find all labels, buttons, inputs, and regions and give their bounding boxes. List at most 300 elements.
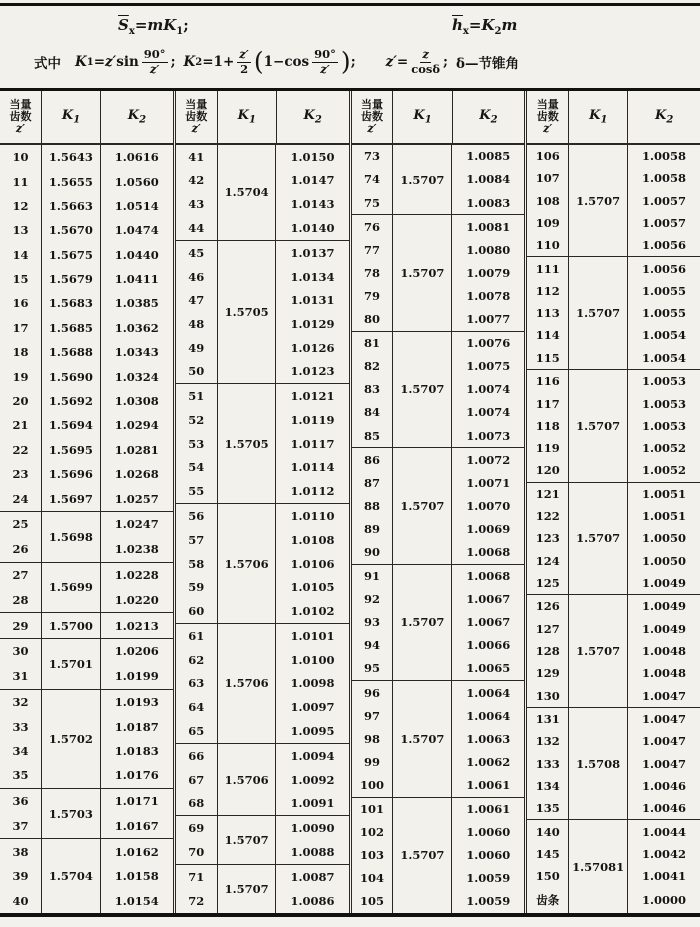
z-cell: 14 (12, 247, 29, 262)
z-cell: 33 (12, 719, 29, 734)
table-row (0, 512, 173, 537)
z-cell: 72 (188, 894, 205, 909)
header-k2-sub: 2 (139, 114, 147, 126)
z-cell: 131 (527, 707, 568, 730)
header-k1 (217, 91, 276, 143)
z-cell: 99 (363, 754, 380, 769)
z-cell: 60 (188, 603, 205, 618)
k2-cell: 1.0147 (290, 173, 335, 188)
z-cell: 26 (12, 542, 29, 557)
header-k2-sub: 2 (490, 114, 498, 126)
header-k1 (41, 91, 100, 143)
k2-cell: 1.0064 (452, 681, 525, 705)
formula-sx-sub2: 1 (176, 26, 184, 37)
k2-cell: 1.0049 (627, 595, 700, 618)
k1-cell: 1.5697 (41, 486, 100, 511)
z-cell: 11 (12, 174, 29, 189)
z-cell: 64 (188, 699, 205, 714)
table-row (0, 486, 173, 511)
k2-cell: 1.0343 (114, 345, 159, 360)
table-row (0, 218, 173, 242)
header-zprime: z′ (543, 122, 553, 136)
k2-cell: 1.0057 (641, 215, 686, 230)
table-row (0, 639, 173, 664)
z-cell: 15 (12, 272, 29, 287)
z-cell: 17 (12, 320, 29, 335)
z-cell: 42 (188, 173, 205, 188)
z-cell: 107 (535, 171, 560, 186)
z-cell: 79 (363, 288, 380, 303)
table-row (0, 788, 173, 813)
semicolon-1: ; (170, 54, 176, 70)
k1-cell: 1.5679 (41, 267, 100, 291)
k2-cell: 1.0281 (114, 442, 159, 457)
z-cell: 48 (188, 316, 205, 331)
k1-sub: 1 (86, 56, 94, 68)
z-cell: 140 (527, 820, 568, 843)
header-zprime: z′ (191, 122, 201, 136)
k2-cell: 1.0053 (641, 418, 686, 433)
header-equivalent-teeth (352, 91, 393, 143)
z-cell: 96 (352, 681, 393, 705)
z-cell: 91 (352, 564, 393, 588)
k2-cell: 1.0137 (276, 240, 349, 264)
k2-cell: 1.0048 (641, 643, 686, 658)
k2-cell: 1.0058 (641, 171, 686, 186)
table-group-3 (349, 91, 525, 913)
z-cell: 29 (0, 613, 41, 639)
z-cell: 111 (527, 257, 568, 280)
k2-cell: 1.0158 (114, 869, 159, 884)
formula-hx-base: $\overline{h}$ (452, 16, 463, 34)
k1-cell: 1.5694 (41, 413, 100, 437)
formula-prefix: 式中 (34, 56, 61, 72)
formula-sx-base: $\overline{S}$ (118, 16, 129, 34)
k1-cell: 1.5707 (569, 145, 628, 257)
k2-cell: 1.0324 (114, 369, 159, 384)
table-row (0, 562, 173, 587)
k1-cell: 1.5704 (217, 145, 276, 240)
k2-cell: 1.0059 (466, 894, 511, 909)
k1-cell: 1.5702 (41, 689, 100, 788)
table-row (0, 145, 173, 169)
z-cell: 104 (359, 871, 384, 886)
z-cell: 71 (176, 865, 217, 889)
z-cell: 125 (535, 575, 560, 590)
k2-cell: 1.0046 (641, 801, 686, 816)
k2-cell: 1.0150 (290, 149, 335, 164)
header-equivalent-teeth (527, 91, 568, 143)
group-table (176, 145, 349, 913)
k2-cell: 1.0247 (100, 512, 173, 537)
k2-cell: 1.0056 (627, 257, 700, 280)
k2-cell: 1.0108 (290, 532, 335, 547)
k2-cell: 1.0097 (290, 699, 335, 714)
k2-cell: 1.0054 (641, 328, 686, 343)
k1-cell: 1.5707 (217, 865, 276, 913)
k2-cell: 1.0077 (466, 312, 511, 327)
k1-cell: 1.5706 (217, 504, 276, 624)
coefficient-table (0, 88, 700, 917)
k2-cell: 1.0049 (641, 575, 686, 590)
k2-cell: 1.0066 (466, 638, 511, 653)
k2-cell: 1.0106 (290, 556, 335, 571)
k2-cell: 1.0067 (466, 615, 511, 630)
header-k1-label: $K_1$ (237, 107, 256, 126)
z-cell: 21 (12, 418, 29, 433)
header-k2-label: $K_2$ (303, 107, 322, 126)
k2-cell: 1.0079 (466, 265, 511, 280)
k2-cell: 1.0063 (466, 731, 511, 746)
z-cell: 134 (535, 778, 560, 793)
k1-cell: 1.5707 (569, 257, 628, 370)
table-row (0, 291, 173, 315)
k2-cell: 1.0162 (100, 839, 173, 864)
z-cell: 110 (535, 238, 560, 253)
z-cell: 40 (12, 893, 29, 908)
k2-cell: 1.0050 (641, 553, 686, 568)
k2-cell: 1.0072 (452, 448, 525, 472)
k1-cell: 1.5707 (569, 369, 628, 482)
k2-cell: 1.0056 (641, 238, 686, 253)
z-cell: 81 (352, 331, 393, 355)
header-line-2: 齿数 (185, 109, 208, 123)
z-cell: 50 (188, 364, 205, 379)
z-cell: 18 (12, 345, 29, 360)
table-row (352, 681, 525, 705)
k1-cell: 1.5655 (41, 169, 100, 193)
table-row (527, 820, 700, 843)
z-cell: 98 (363, 731, 380, 746)
z-cell: 93 (363, 615, 380, 630)
k2-cell: 1.0119 (290, 413, 335, 428)
k1-cell: 1.5703 (41, 788, 100, 839)
z-cell: 36 (0, 788, 41, 813)
table-row (0, 316, 173, 340)
table-row (0, 613, 173, 639)
header-k2 (452, 91, 525, 143)
z-cell: 37 (12, 818, 29, 833)
header-k2-label: $K_2$ (479, 107, 498, 126)
k2-cell: 1.0069 (466, 521, 511, 536)
z-cell: 112 (535, 283, 560, 298)
one-minus-cos: 1−cos (263, 54, 310, 70)
k2-cell: 1.0102 (290, 603, 335, 618)
z-cell: 101 (352, 797, 393, 821)
group-table (352, 145, 525, 913)
frac2-bot: 2 (240, 61, 249, 76)
formula-sx-mid: =mK (134, 16, 177, 34)
z-cell: 94 (363, 638, 380, 653)
k2-cell: 1.0078 (466, 288, 511, 303)
semicolon-2: ; (350, 54, 356, 70)
k2-cell: 1.0220 (114, 592, 159, 607)
k2-cell: 1.0055 (641, 283, 686, 298)
table-row (0, 340, 173, 364)
k2-cell: 1.0053 (627, 369, 700, 392)
z-cell: 128 (535, 643, 560, 658)
table-row (0, 169, 173, 193)
k1-cell: 1.5707 (393, 681, 452, 797)
z-cell: 47 (188, 293, 205, 308)
z-cell: 20 (12, 393, 29, 408)
table-row (0, 839, 173, 864)
header-line-1: 当量 (185, 97, 208, 111)
header-line-1: 当量 (360, 97, 383, 111)
z-cell: 51 (176, 384, 217, 408)
k1-symbol: K (75, 54, 87, 70)
k2-cell: 1.0054 (641, 350, 686, 365)
k1-cell: 1.5690 (41, 364, 100, 388)
k2-cell: 1.0061 (452, 797, 525, 821)
table-row (176, 145, 349, 169)
z-cell: 41 (188, 149, 205, 164)
table-row (0, 194, 173, 218)
z-cell: 118 (535, 418, 560, 433)
k2-cell: 1.0051 (641, 509, 686, 524)
k1-cell: 1.5692 (41, 389, 100, 413)
k1-cell: 1.5695 (41, 438, 100, 462)
k2-cell: 1.0076 (452, 331, 525, 355)
header-line-1: 当量 (536, 97, 559, 111)
k2-cell: 1.0041 (641, 869, 686, 884)
k1-cell: 1.5707 (393, 797, 452, 913)
k2-cell: 1.0080 (466, 242, 511, 257)
k1-cell: 1.5706 (217, 623, 276, 743)
k1-eq: = (93, 54, 106, 70)
k2-cell: 1.0055 (641, 306, 686, 321)
k2-cell: 1.0064 (466, 708, 511, 723)
k2-cell: 1.0213 (100, 613, 173, 639)
group-header (176, 91, 349, 145)
table-row (0, 689, 173, 714)
z-cell: 77 (363, 242, 380, 257)
k2-cell: 1.0047 (627, 707, 700, 730)
k2-cell: 1.0411 (114, 272, 159, 287)
k2-cell: 1.0057 (641, 193, 686, 208)
k2-cell: 1.0616 (114, 150, 159, 165)
header-k1 (568, 91, 627, 143)
z-cell: 68 (188, 796, 205, 811)
table-row (527, 257, 700, 280)
k2-eq: =1+ (202, 54, 235, 70)
k2-cell: 1.0098 (290, 676, 335, 691)
header-line-2: 齿数 (9, 109, 32, 123)
z-cell: 135 (535, 801, 560, 816)
table-group-1 (0, 91, 173, 913)
formula-sx (118, 16, 189, 37)
k2-cell: 1.0074 (466, 405, 511, 420)
header-zprime: z′ (15, 122, 26, 136)
z-cell: 120 (535, 463, 560, 478)
k2-cell: 1.0560 (114, 174, 159, 189)
k2-cell: 1.0083 (466, 195, 511, 210)
k1-cell: 1.5663 (41, 194, 100, 218)
zprime-symbol: z′ (385, 54, 397, 70)
formula-hx-tail: m (501, 16, 518, 34)
k1-sin: sin (116, 54, 139, 70)
formula-hx-sub: x (462, 26, 469, 37)
k1-cell: 1.5675 (41, 243, 100, 267)
z-cell: 106 (535, 149, 560, 164)
frac2-top: z′ (239, 47, 249, 62)
k2-cell: 1.0071 (466, 475, 511, 490)
k2-cell: 1.0061 (466, 777, 511, 792)
close-paren: ) (340, 46, 351, 76)
z-cell: 115 (535, 350, 560, 365)
k2-cell: 1.0091 (290, 796, 335, 811)
group-table (0, 145, 173, 913)
z-cell: 34 (12, 743, 29, 758)
z-cell: 49 (188, 340, 205, 355)
z-cell: 109 (535, 215, 560, 230)
z-cell: 30 (0, 639, 41, 664)
z-cell: 102 (359, 825, 384, 840)
z-cell: 95 (363, 661, 380, 676)
k2-cell: 1.0171 (100, 788, 173, 813)
table-row (0, 267, 173, 291)
k2-cell: 1.0087 (276, 865, 349, 889)
z-cell: 117 (535, 396, 560, 411)
semicolon-3: ; (443, 54, 449, 70)
table-row (176, 240, 349, 264)
header-k1-sub: 1 (73, 114, 81, 126)
z-cell: 86 (352, 448, 393, 472)
k2-cell: 1.0094 (276, 743, 349, 767)
group-body (527, 145, 700, 913)
frac3-bot: z′ (320, 61, 330, 76)
k2-cell: 1.0090 (276, 816, 349, 840)
z-cell: 28 (12, 592, 29, 607)
k1-cell: 1.5707 (393, 331, 452, 447)
group-body (0, 145, 173, 913)
z-cell: 58 (188, 556, 205, 571)
fraction-90-z (142, 48, 168, 75)
z-cell: 56 (176, 504, 217, 528)
header-line-2: 齿数 (360, 109, 383, 123)
k2-cell: 1.0050 (641, 531, 686, 546)
k2-cell: 1.0121 (276, 384, 349, 408)
k2-cell: 1.0514 (114, 198, 159, 213)
z-cell: 52 (188, 413, 205, 428)
header-k1-sub: 1 (424, 114, 432, 126)
k1-cell: 1.5706 (217, 743, 276, 816)
header-line-1: 当量 (9, 97, 32, 111)
k1-cell: 1.5701 (41, 639, 100, 690)
k1-cell: 1.5696 (41, 462, 100, 486)
z-cell: 39 (12, 869, 29, 884)
header-k1 (392, 91, 451, 143)
z-cell: 82 (363, 359, 380, 374)
k1-cell: 1.5700 (41, 613, 100, 639)
table-row (352, 448, 525, 472)
z-cell: 105 (359, 894, 384, 909)
k2-cell: 1.0053 (641, 396, 686, 411)
group-header (0, 91, 173, 145)
header-k1-sub: 1 (248, 114, 256, 126)
table-row (352, 797, 525, 821)
z-cell: 97 (363, 708, 380, 723)
table-row (527, 369, 700, 392)
z-cell: 133 (535, 756, 560, 771)
z-cell: 38 (0, 839, 41, 864)
table-row (527, 145, 700, 167)
k1-cell: 1.5643 (41, 145, 100, 169)
table-row (0, 438, 173, 462)
zprime-eq: = (396, 54, 409, 70)
k2-cell: 1.0199 (114, 669, 159, 684)
k2-cell: 1.0131 (290, 293, 335, 308)
k1-z: z′ (105, 54, 117, 70)
z-cell: 130 (535, 688, 560, 703)
frac1-bot: z′ (149, 61, 160, 76)
k1-cell: 1.5683 (41, 291, 100, 315)
k2-cell: 1.0081 (452, 215, 525, 239)
z-cell: 67 (188, 772, 205, 787)
z-cell: 63 (188, 676, 205, 691)
z-cell: 76 (352, 215, 393, 239)
k2-cell: 1.0052 (641, 463, 686, 478)
header-k2-label: $K_2$ (127, 107, 147, 126)
frac4-bot: cosδ (411, 61, 441, 76)
z-cell: 66 (176, 743, 217, 767)
table-row (0, 243, 173, 267)
z-cell: 25 (0, 512, 41, 537)
table-row (0, 462, 173, 486)
k2-cell: 1.0088 (290, 845, 335, 860)
formula-hx-sub2: 2 (494, 26, 502, 37)
z-cell: 80 (363, 312, 380, 327)
k1-cell: 1.5670 (41, 218, 100, 242)
k2-cell: 1.0047 (641, 688, 686, 703)
k2-cell: 1.0105 (290, 580, 335, 595)
frac4-top: z (422, 47, 429, 62)
k2-cell: 1.0129 (290, 316, 335, 331)
z-cell: 57 (188, 532, 205, 547)
k1-cell: 1.5707 (569, 482, 628, 595)
z-cell: 19 (12, 369, 29, 384)
k2-cell: 1.0117 (290, 436, 335, 451)
table-row (176, 816, 349, 840)
z-cell: 53 (188, 436, 205, 451)
k2-cell: 1.0385 (114, 296, 159, 311)
fraction-z-2 (237, 48, 251, 75)
k1-cell: 1.5707 (393, 564, 452, 680)
k1-cell: 1.57081 (569, 820, 628, 913)
k1-cell: 1.5705 (217, 384, 276, 504)
z-cell: 124 (535, 553, 560, 568)
group-body (176, 145, 349, 913)
k2-cell: 1.0068 (466, 544, 511, 559)
table-row (0, 389, 173, 413)
k2-cell: 1.0058 (641, 149, 686, 164)
z-cell: 31 (12, 669, 29, 684)
k2-cell: 1.0176 (114, 768, 159, 783)
z-cell: 114 (535, 328, 560, 343)
table-row (527, 482, 700, 505)
k2-cell: 1.0060 (466, 825, 511, 840)
table-row (0, 413, 173, 437)
table-row (352, 564, 525, 588)
table-row (176, 865, 349, 889)
k2-cell: 1.0070 (466, 498, 511, 513)
k1-cell: 1.5708 (569, 707, 628, 820)
k2-cell: 1.0085 (466, 149, 511, 164)
header-k1-label: $K_1$ (61, 107, 81, 126)
table-row (527, 707, 700, 730)
z-cell: 24 (12, 491, 29, 506)
k2-cell: 1.0060 (466, 848, 511, 863)
